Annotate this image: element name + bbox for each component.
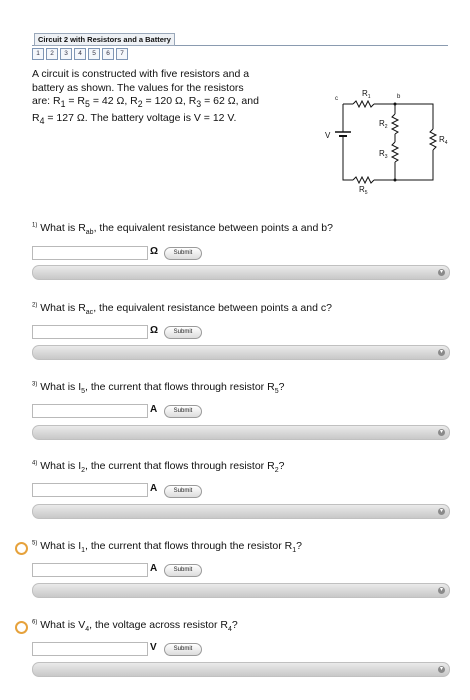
answer-input-1[interactable] xyxy=(32,246,148,260)
tab-5[interactable]: 5 xyxy=(88,48,100,60)
label-R2: $R_2$ xyxy=(379,119,388,130)
subscript: 1 xyxy=(292,547,297,555)
question-text: , the current that flows through resistor R xyxy=(85,460,275,472)
submit-button-2[interactable]: Submit xyxy=(164,326,202,339)
tab-7[interactable]: 7 xyxy=(116,48,128,60)
question-5 xyxy=(32,540,302,554)
circuit-diagram xyxy=(313,84,463,194)
question-text: What is I xyxy=(40,381,82,393)
unit-label-2: Ω xyxy=(150,325,159,336)
tab-3[interactable]: 3 xyxy=(60,48,72,60)
assignment-header xyxy=(32,31,448,46)
question-text: , the current that flows through resistor R xyxy=(85,381,275,393)
question-text: ? xyxy=(296,540,302,552)
text: = 127 Ω. The battery voltage is V = 12 V. xyxy=(44,111,237,124)
label-V: V xyxy=(325,131,331,140)
problem-line-3 xyxy=(32,95,300,112)
question-number: 5) xyxy=(32,540,38,547)
submit-button-4[interactable]: Submit xyxy=(164,485,202,498)
question-tabs xyxy=(32,48,130,60)
problem-statement xyxy=(32,68,300,128)
expand-icon[interactable]: ▾ xyxy=(439,269,443,275)
status-radio-icon xyxy=(15,621,28,634)
question-text: What is R xyxy=(40,222,86,234)
question-1 xyxy=(32,222,333,236)
feedback-bar-3[interactable] xyxy=(32,425,450,440)
question-text: , the equivalent resistance between points a and c? xyxy=(93,302,332,314)
text: = 120 Ω, R xyxy=(142,95,197,107)
status-radio-icon xyxy=(15,542,28,555)
expand-icon[interactable]: ▾ xyxy=(439,508,443,514)
submit-button-3[interactable]: Submit xyxy=(164,405,202,418)
question-text: , the current that flows through the resistor R xyxy=(85,540,293,552)
label-R3: $R_3$ xyxy=(379,149,388,160)
unit-label-3: A xyxy=(150,404,158,415)
feedback-bar-5[interactable] xyxy=(32,583,450,598)
question-text: What is V xyxy=(40,619,86,631)
question-number: 4) xyxy=(32,460,38,467)
node-dot xyxy=(394,179,397,182)
question-6 xyxy=(32,619,238,633)
subscript: 2 xyxy=(137,99,143,110)
label-R5: $R_5$ xyxy=(359,185,368,194)
question-number: 2) xyxy=(32,302,38,309)
subscript: 4 xyxy=(39,115,45,126)
answer-input-3[interactable] xyxy=(32,404,148,418)
problem-line-2: battery as shown. The values for the resistors xyxy=(32,81,244,94)
subscript: 2 xyxy=(274,467,279,475)
label-b: b xyxy=(397,94,401,100)
text: = R xyxy=(65,95,86,107)
feedback-bar-1[interactable] xyxy=(32,265,450,280)
question-text: , the equivalent resistance between points a and b? xyxy=(93,222,333,234)
question-number: 1) xyxy=(32,222,38,229)
unit-label-5: A xyxy=(150,563,158,574)
feedback-bar-4[interactable] xyxy=(32,504,450,519)
submit-button-5[interactable]: Submit xyxy=(164,564,202,577)
question-number: 6) xyxy=(32,619,38,626)
label-R1: $R_1$ xyxy=(362,89,371,100)
question-text: , the voltage across resistor R xyxy=(89,619,228,631)
question-text: ? xyxy=(278,381,285,393)
answer-input-5[interactable] xyxy=(32,563,148,577)
subscript: 5 xyxy=(81,388,86,396)
subscript: ab xyxy=(85,229,94,237)
answer-input-4[interactable] xyxy=(32,483,148,497)
question-text: ? xyxy=(231,619,238,631)
subscript: 4 xyxy=(85,626,90,634)
text: = 42 Ω, R xyxy=(89,95,138,107)
label-R4: $R_4$ xyxy=(439,135,448,146)
question-text: What is R xyxy=(40,302,86,314)
question-3 xyxy=(32,381,284,395)
node-b-dot xyxy=(394,103,397,106)
tab-6[interactable]: 6 xyxy=(102,48,114,60)
subscript: 2 xyxy=(81,467,86,475)
assignment-title: Circuit 2 with Resistors and a Battery xyxy=(34,33,175,46)
submit-button-1[interactable]: Submit xyxy=(164,247,202,260)
submit-button-6[interactable]: Submit xyxy=(164,643,202,656)
question-text: What is I xyxy=(40,460,82,472)
answer-input-2[interactable] xyxy=(32,325,148,339)
expand-icon[interactable]: ▾ xyxy=(439,587,443,593)
question-4 xyxy=(32,460,284,474)
label-c: c xyxy=(335,96,338,102)
unit-label-4: A xyxy=(150,483,158,494)
text: are: R xyxy=(32,95,61,107)
subscript: 1 xyxy=(81,547,86,555)
expand-icon[interactable]: ▾ xyxy=(439,666,443,672)
answer-input-6[interactable] xyxy=(32,642,148,656)
tab-2[interactable]: 2 xyxy=(46,48,58,60)
subscript: ac xyxy=(85,309,94,317)
unit-label-6: V xyxy=(150,642,157,653)
subscript: 5 xyxy=(85,99,90,110)
question-number: 3) xyxy=(32,381,38,388)
unit-label-1: Ω xyxy=(150,246,159,257)
expand-icon[interactable]: ▾ xyxy=(439,349,443,355)
subscript: 4 xyxy=(228,626,232,634)
question-text: ? xyxy=(278,460,285,472)
text: = 62 Ω, and xyxy=(201,95,259,107)
problem-line-1: A circuit is constructed with five resistors and a xyxy=(32,68,250,80)
question-text: What is I xyxy=(40,540,82,552)
expand-icon[interactable]: ▾ xyxy=(439,429,443,435)
problem-line-4 xyxy=(32,112,300,129)
feedback-bar-2[interactable] xyxy=(32,345,450,360)
subscript: 3 xyxy=(196,99,202,110)
text: R xyxy=(32,111,40,124)
tab-1[interactable]: 1 xyxy=(32,48,44,60)
tab-4[interactable]: 4 xyxy=(74,48,86,60)
subscript: 5 xyxy=(274,388,279,396)
question-2 xyxy=(32,302,332,316)
subscript: 1 xyxy=(60,99,66,110)
feedback-bar-6[interactable] xyxy=(32,662,450,677)
